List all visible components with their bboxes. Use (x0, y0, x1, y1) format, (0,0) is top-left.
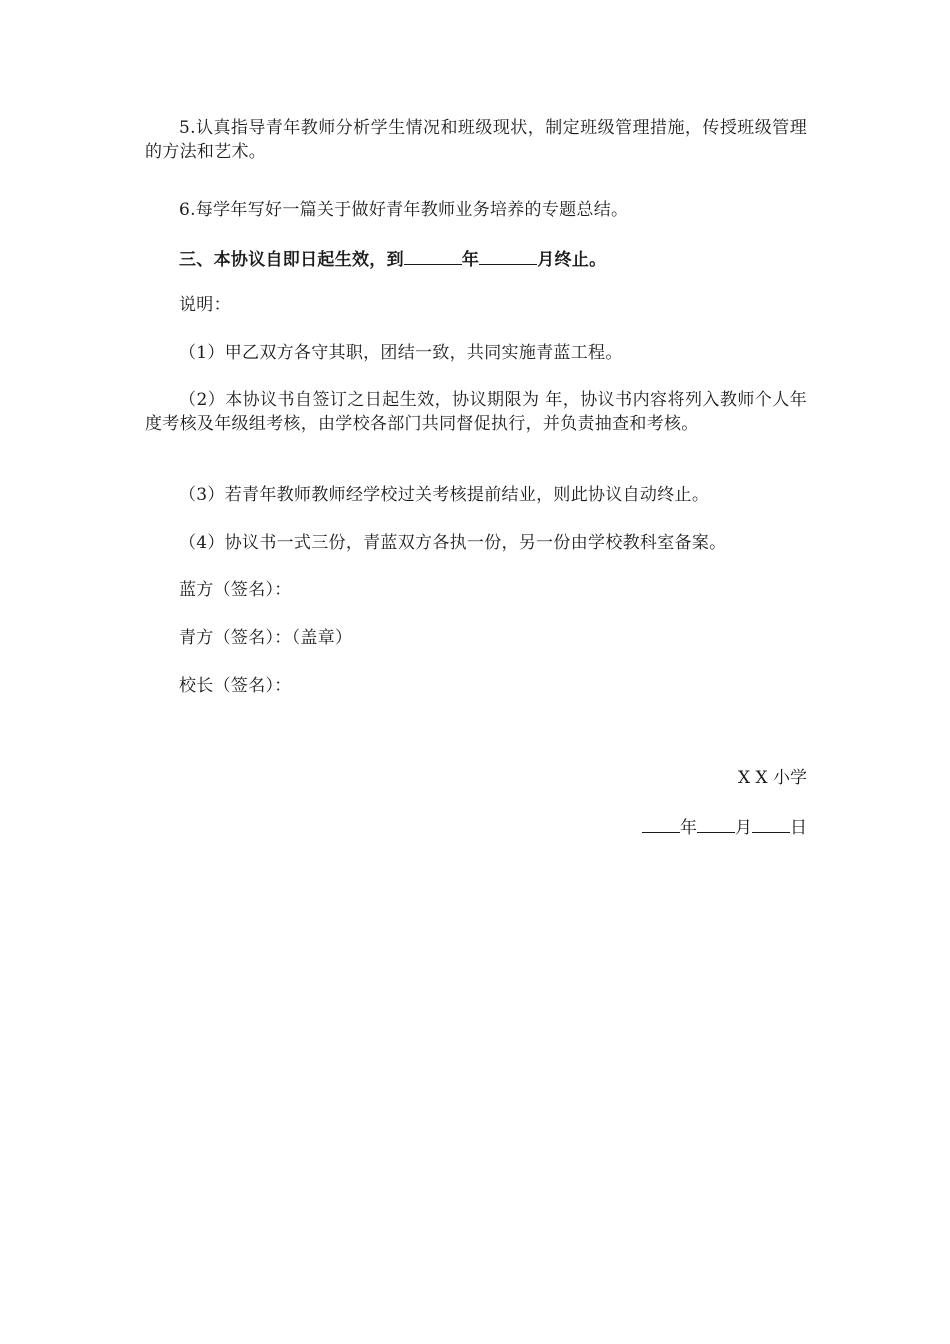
date-year-blank (642, 814, 680, 833)
year-blank (404, 246, 462, 265)
note-1: （1）甲乙双方各守其职，团结一致，共同实施青蓝工程。 (179, 343, 623, 363)
date-day-label: 日 (790, 818, 807, 838)
signature-blue: 蓝方（签名）： (179, 580, 292, 600)
month-blank (479, 246, 537, 265)
date-year-label: 年 (680, 818, 697, 838)
item-6: 6.每学年写好一篇关于做好青年教师业务培养的专题总结。 (179, 200, 629, 220)
section-3-heading (145, 246, 807, 272)
date-line (642, 814, 807, 840)
notes-heading: 说明： (179, 295, 231, 315)
school-name: X X 小学 (737, 768, 807, 788)
section-3-month-label: 月终止。 (537, 250, 607, 270)
item-5: 5.认真指导青年教师分析学生情况和班级现状，制定班级管理措施，传授班级管理的方法和艺术。 (145, 118, 807, 162)
date-day-blank (752, 814, 790, 833)
signature-principal: 校长（签名）： (179, 676, 292, 696)
section-3-prefix: 三、本协议自即日起生效，到 (179, 250, 404, 270)
signature-green: 青方（签名）：（盖章） (179, 628, 353, 648)
note-2: （2）本协议书自签订之日起生效，协议期限为 年，协议书内容将列入教师个人年度考核及年级组考核，由学校各部门共同督促执行，并负责抽查和考核。 (145, 390, 807, 434)
date-month-blank (697, 814, 735, 833)
date-month-label: 月 (735, 818, 752, 838)
note-4: （4）协议书一式三份，青蓝双方各执一份，另一份由学校教科室备案。 (179, 533, 727, 553)
note-3: （3）若青年教师教师经学校过关考核提前结业，则此协议自动终止。 (179, 485, 710, 505)
section-3-year-label: 年 (461, 250, 480, 270)
